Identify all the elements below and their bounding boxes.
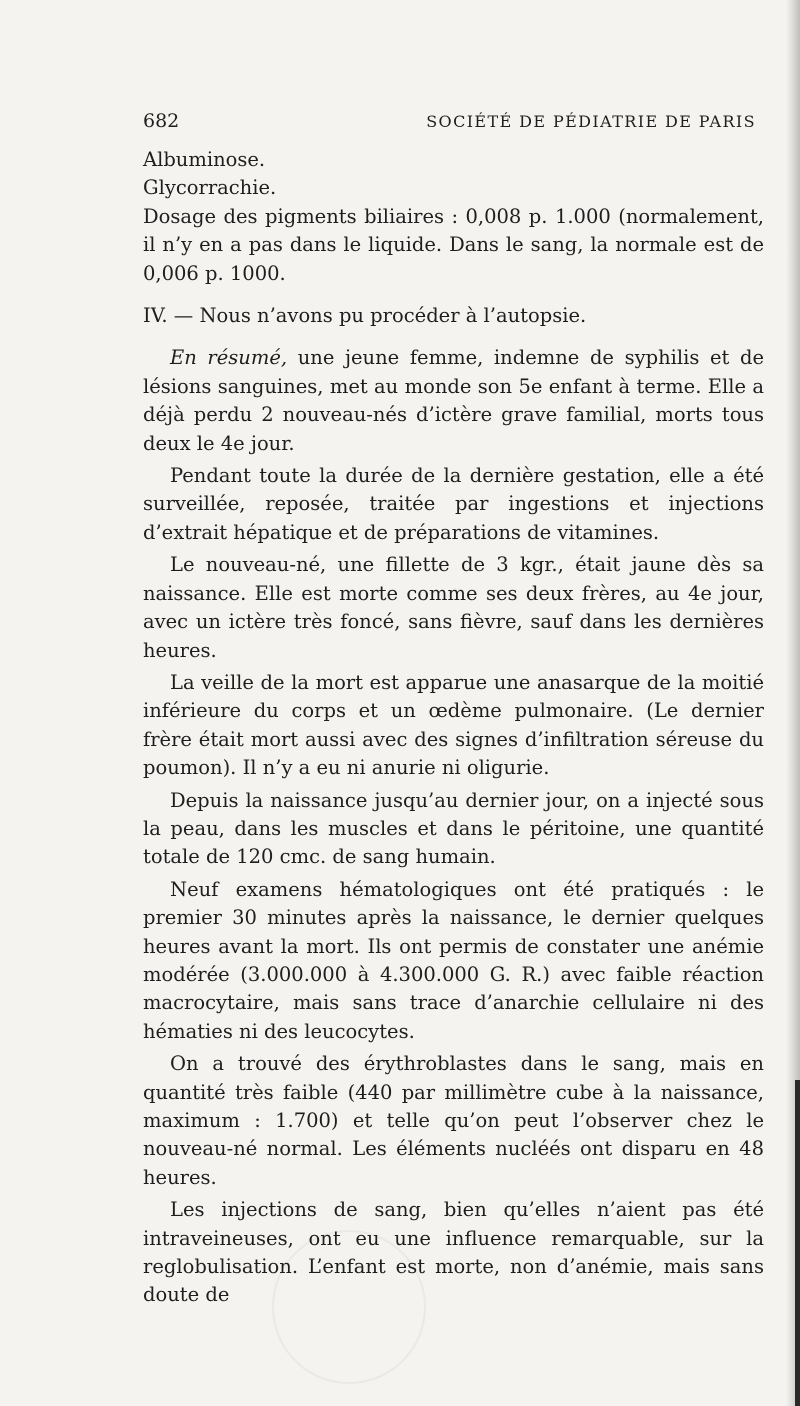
list-line-glycorrachie: Glycorrachie. — [143, 176, 277, 200]
resume-rest: une jeune femme, indemne de syphilis et de lésions sanguines, met au monde son 5e enfant à terme. Elle a déjà perdu 2 nouveau-nés d’ictère grave familial, morts tous deux le 4e jour. — [143, 346, 765, 455]
paragraph-dosage: Dosage des pigments biliaires : 0,008 p. 1.000 (normalement, il n’y en a pas dans le liquide. Dans le sang, la normale est de 0,006 p. 1000. — [143, 204, 764, 285]
page-edge-strip — [795, 1080, 800, 1406]
page-number: 682 — [143, 110, 180, 132]
journal-title: SOCIÉTÉ DE PÉDIATRIE DE PARIS — [426, 112, 756, 131]
document-page — [143, 110, 764, 1314]
running-head — [143, 110, 764, 146]
paragraph-resume — [143, 344, 764, 458]
paragraph-anasarque: La veille de la mort est apparue une anasarque de la moitié inférieure du corps et un œdème pulmonaire. (Le dernier frère était mort aussi avec des signes d’infiltration séreuse du poumon). Il n’y a eu ni anurie ni oligurie. — [143, 670, 764, 780]
list-line-albuminose: Albuminose. — [143, 148, 266, 171]
paragraph-examens: Neuf examens hématologiques ont été pratiqués : le premier 30 minutes après la naissance, le dernier quelques heures avant la mort. Ils ont permis de constater une anémie modérée (3.000.000 à 4.300.000 G. R.) avec faible réaction macrocytaire, mais sans trace d’anarchie cellulaire ni des hématies ni des leucocytes. — [143, 877, 764, 1043]
paragraph-injections-sang: Depuis la naissance jusqu’au dernier jour, on a injecté sous la peau, dans les muscles et dans le péritoine, une quantité totale de 120 cmc. de sang humain. — [143, 788, 764, 869]
resume-lead: En résumé, — [170, 346, 288, 370]
paragraph-section-iv: IV. — Nous n’avons pu procéder à l’autopsie. — [143, 304, 587, 328]
body-text — [143, 146, 764, 1310]
paragraph-reglobulisation: Les injections de sang, bien qu’elles n’aient pas été intraveineuses, ont eu une influence remarquable, sur la reglobulisation. L’enfant est morte, non d’anémie, mais sans doute de — [143, 1198, 764, 1307]
paragraph-gestation: Pendant toute la durée de la dernière gestation, elle a été surveillée, reposée, traitée par ingestions et injections d’extrait hépatique et de préparations de vitamines. — [143, 464, 764, 544]
paragraph-nouveau-ne: Le nouveau-né, une fillette de 3 kgr., était jaune dès sa naissance. Elle est morte comme ses deux frères, au 4e jour, avec un ictère très foncé, sans fièvre, sauf dans les dernières heures. — [143, 553, 764, 662]
paragraph-erythroblastes: On a trouvé des érythroblastes dans le sang, mais en quantité très faible (440 par millimètre cube à la naissance, maximum : 1.700) et telle qu’on peut l’observer chez le nouveau-né normal. Les éléments nucléés ont disparu en 48 heures. — [143, 1052, 764, 1189]
